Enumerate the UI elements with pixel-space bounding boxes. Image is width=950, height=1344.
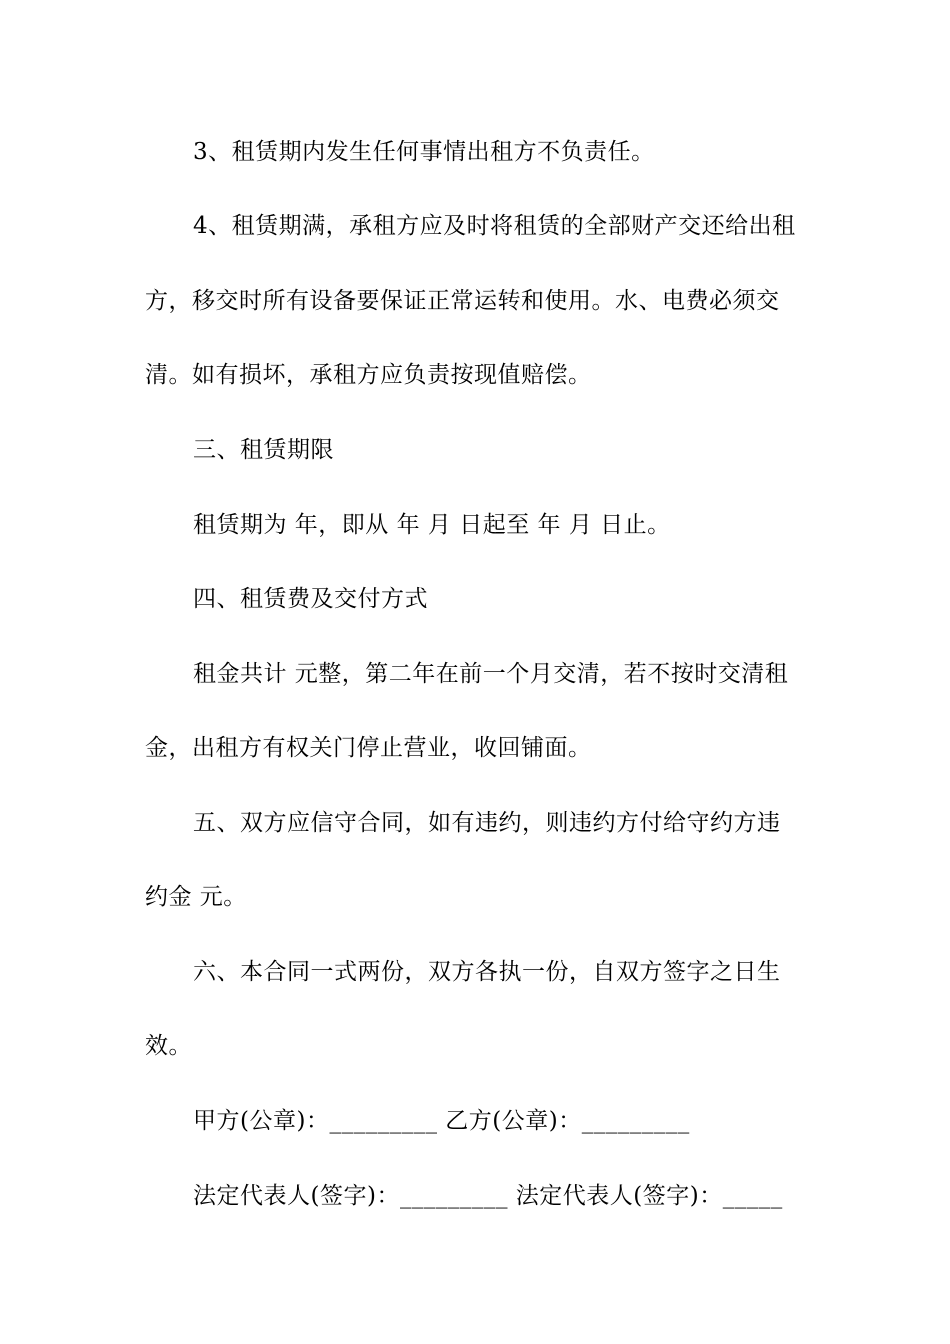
representative-signature-line: 法定代表人(签字)：_________ 法定代表人(签字)：_____ — [193, 1183, 783, 1209]
clause-3-line: 3、租赁期内发生任何事情出租方不负责任。 — [193, 139, 655, 165]
clause-4-line-3: 清。如有损坏，承租方应负责按现值赔偿。 — [145, 362, 592, 388]
section-4-heading: 四、租赁费及交付方式 — [193, 586, 428, 612]
rent-line-1: 租金共计 元整，第二年在前一个月交清，若不按时交清租 — [193, 661, 789, 687]
party-seal-line: 甲方(公章)：_________ 乙方(公章)：_________ — [193, 1108, 690, 1134]
section-3-heading: 三、租赁期限 — [193, 437, 334, 463]
section-5-line-1: 五、双方应信守合同，如有违约，则违约方付给守约方违 — [193, 810, 781, 836]
section-6-line-1: 六、本合同一式两份，双方各执一份，自双方签字之日生 — [193, 959, 781, 985]
clause-4-line-1: 4、租赁期满，承租方应及时将租赁的全部财产交还给出租 — [193, 213, 796, 239]
rent-line-2: 金，出租方有权关门停止营业，收回铺面。 — [145, 735, 592, 761]
section-6-line-2: 效。 — [145, 1033, 192, 1059]
clause-4-line-2: 方，移交时所有设备要保证正常运转和使用。水、电费必须交 — [145, 288, 780, 314]
lease-term-line: 租赁期为 年，即从 年 月 日起至 年 月 日止。 — [193, 512, 671, 538]
section-5-line-2: 约金 元。 — [145, 884, 247, 910]
